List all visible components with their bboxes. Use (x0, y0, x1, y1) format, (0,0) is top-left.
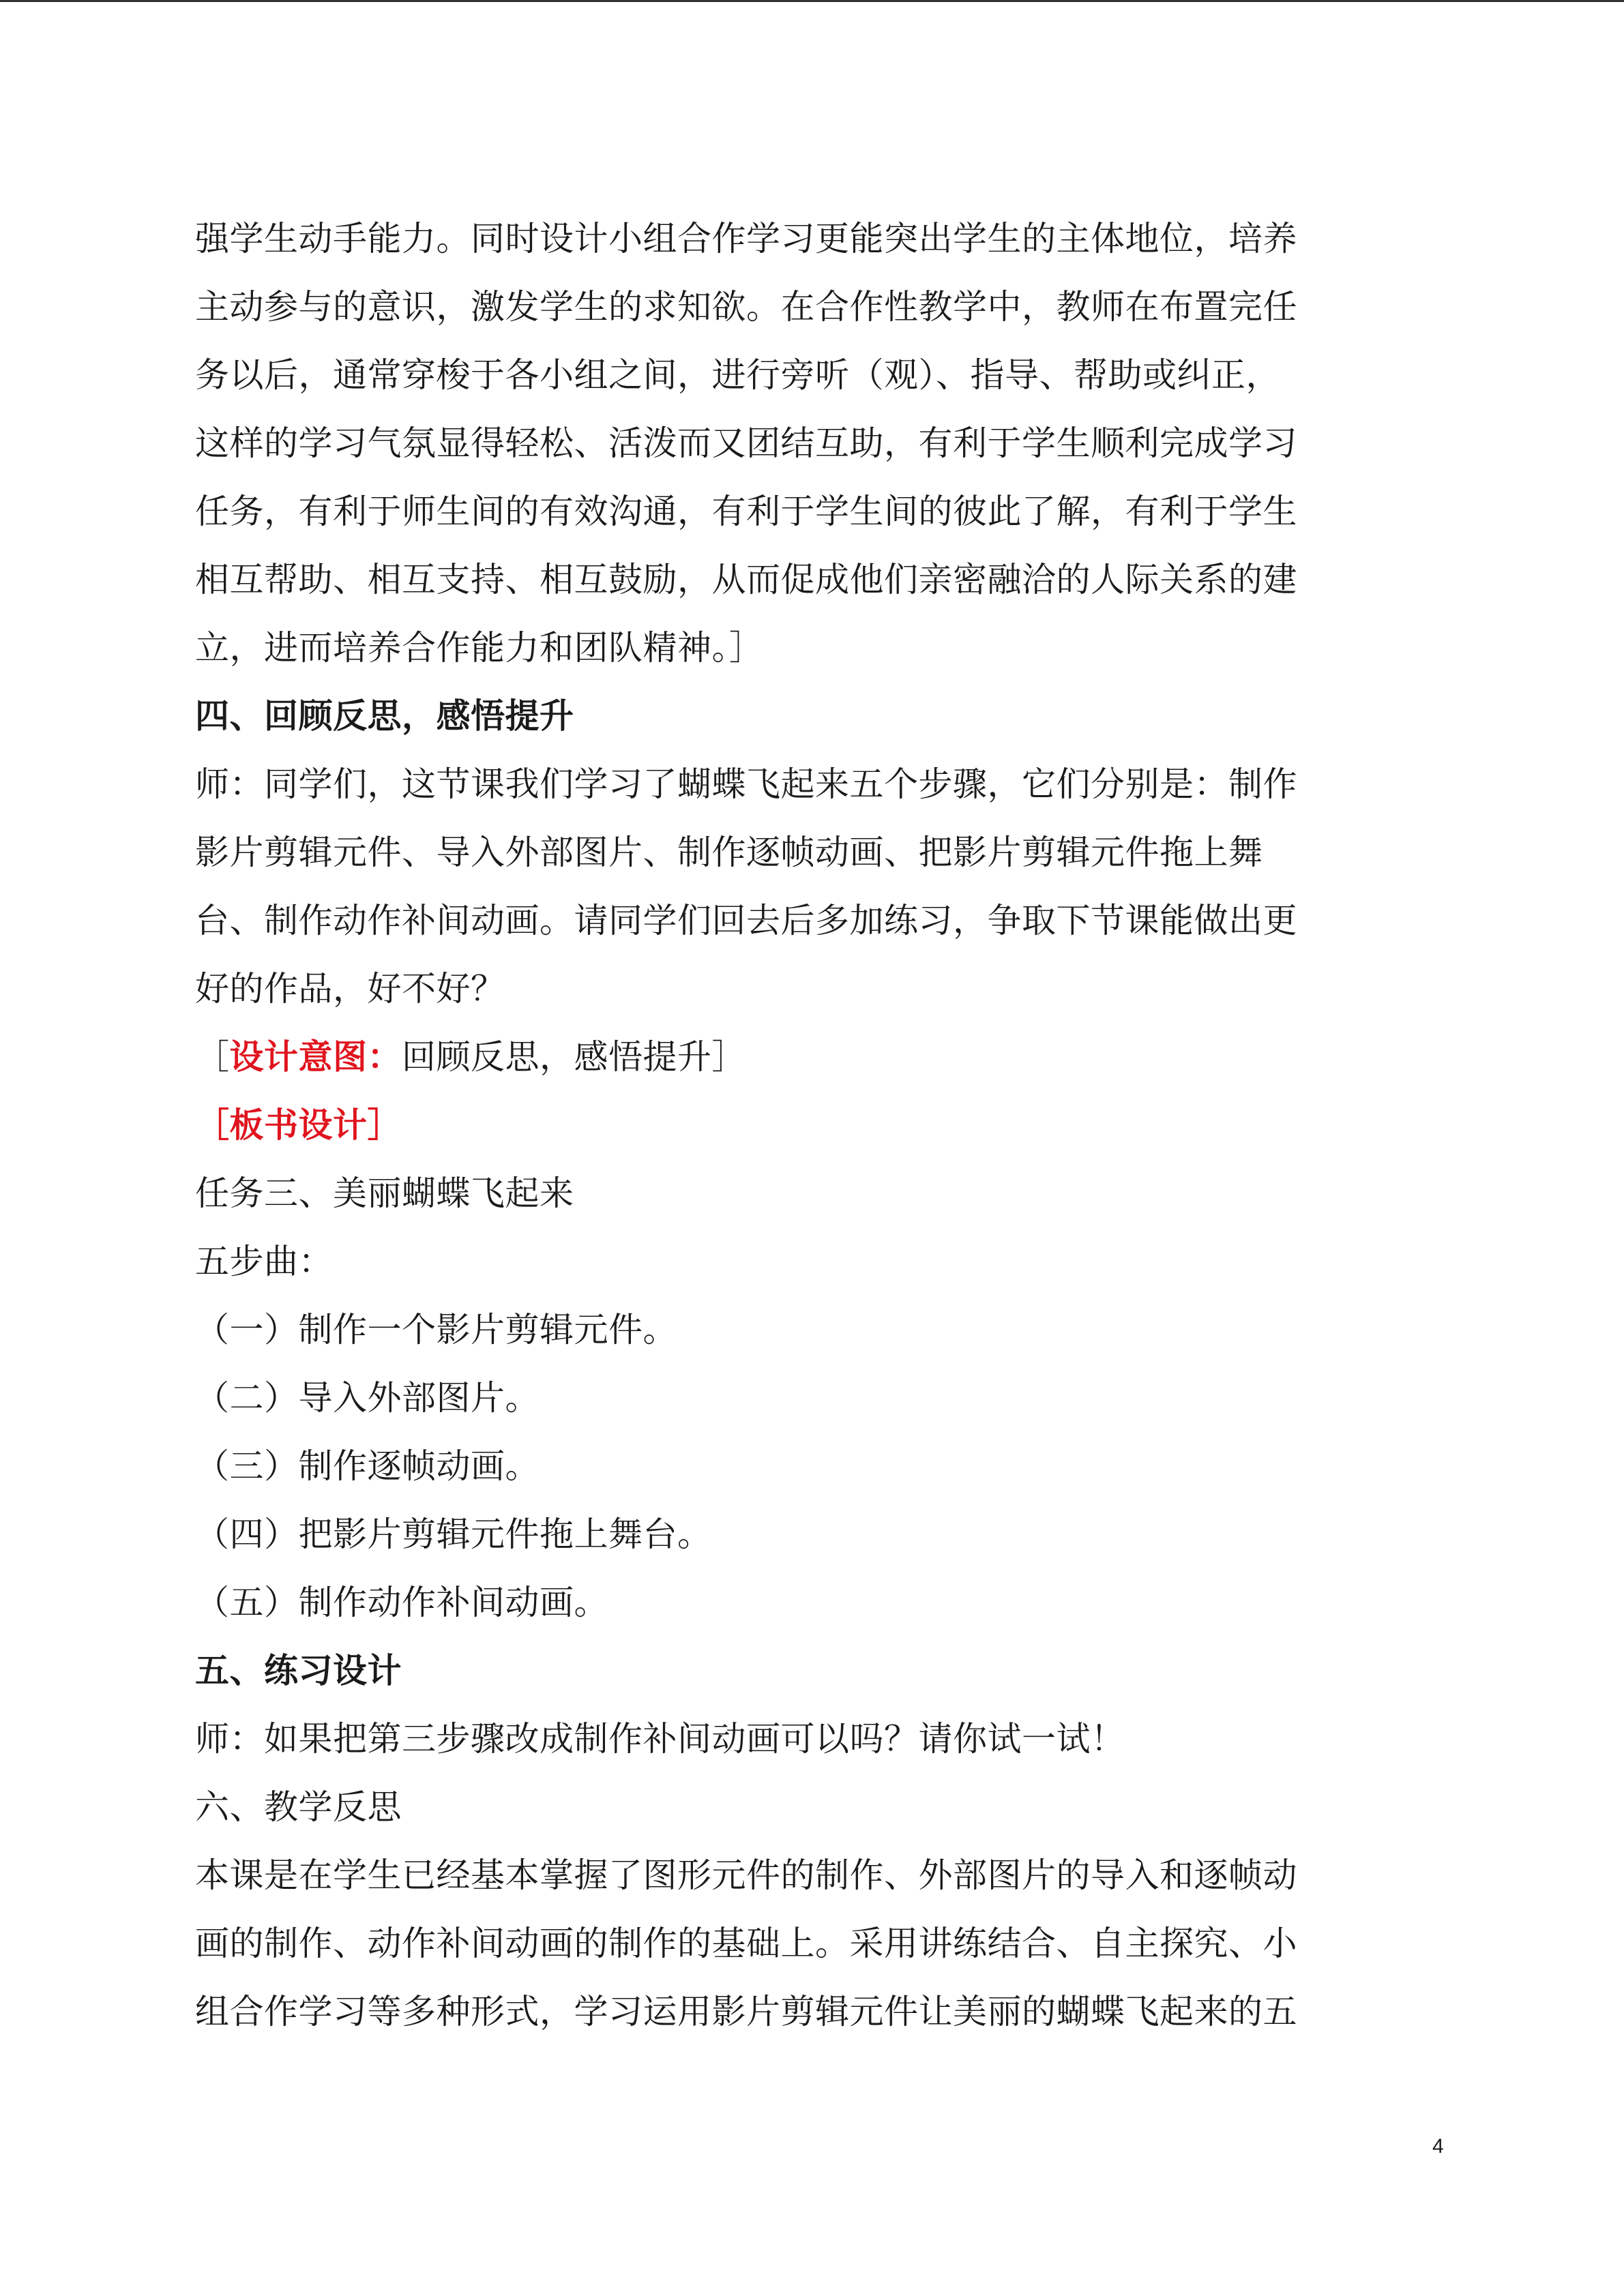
intro-line-5: 任务，有利于师生间的有效沟通，有利于学生间的彼此了解，有利于学生 (195, 492, 1297, 531)
section-four-line-4: 好的作品，好不好？ (195, 969, 505, 1009)
design-intent-label: 设计意图： (229, 1037, 402, 1077)
board-design-step-1: （一）制作一个影片剪辑元件。 (195, 1310, 677, 1350)
document-page (195, 205, 1423, 2046)
section-six-line-2: 画的制作、动作补间动画的制作的基础上。采用讲练结合、自主探究、小 (195, 1924, 1297, 1963)
design-intent-text: 回顾反思，感悟提升 (402, 1037, 712, 1077)
board-design-steps-label: 五步曲： (195, 1242, 333, 1281)
board-design-task-title: 任务三、美丽蝴蝶飞起来 (195, 1174, 574, 1213)
section-six-line-1: 本课是在学生已经基本掌握了图形元件的制作、外部图片的导入和逐帧动 (195, 1855, 1297, 1895)
section-four-line-2: 影片剪辑元件、导入外部图片、制作逐帧动画、把影片剪辑元件拖上舞 (195, 833, 1263, 872)
section-five (195, 1637, 1423, 1773)
board-design-step-2: （二）导入外部图片。 (195, 1378, 540, 1418)
section-four-heading: 四、回顾反思，感悟提升 (195, 696, 574, 736)
section-six (195, 1773, 1423, 2046)
board-design-step-5: （五）制作动作补间动画。 (195, 1583, 608, 1622)
board-design-step-4: （四）把影片剪辑元件拖上舞台。 (195, 1515, 712, 1554)
intro-line-2: 主动参与的意识，激发学生的求知欲。在合作性教学中，教师在布置完任 (195, 287, 1297, 327)
intro-line-1: 强学生动手能力。同时设计小组合作学习更能突出学生的主体地位，培养 (195, 219, 1297, 258)
board-design (195, 1091, 1423, 1637)
design-intent-close-bracket: ］ (711, 1037, 746, 1077)
page-top-border (0, 0, 1624, 2)
board-design-heading: ［板书设计］ (195, 1105, 402, 1145)
board-design-step-3: （三）制作逐帧动画。 (195, 1446, 540, 1486)
design-intent-open-bracket: ［ (195, 1037, 230, 1077)
design-intent-line (195, 1023, 1423, 1091)
section-five-heading: 五、练习设计 (195, 1650, 402, 1690)
intro-line-4: 这样的学习气氛显得轻松、活泼而又团结互助，有利于学生顺利完成学习 (195, 423, 1297, 463)
intro-paragraph (195, 205, 1423, 682)
page-number: 4 (1432, 2135, 1444, 2158)
section-six-line-3: 组合作学习等多种形式，学习运用影片剪辑元件让美丽的蝴蝶飞起来的五 (195, 1992, 1297, 2031)
intro-line-7: 立，进而培养合作能力和团队精神。］ (195, 628, 764, 668)
intro-line-6: 相互帮助、相互支持、相互鼓励，从而促成他们亲密融洽的人际关系的建 (195, 560, 1297, 599)
section-six-heading: 六、教学反思 (195, 1787, 402, 1827)
section-four (195, 682, 1423, 1091)
section-four-line-3: 台、制作动作补间动画。请同学们回去后多加练习，争取下节课能做出更 (195, 901, 1297, 940)
section-four-line-1: 师：同学们，这节课我们学习了蝴蝶飞起来五个步骤，它们分别是：制作 (195, 764, 1297, 804)
section-five-line: 师：如果把第三步骤改成制作补间动画可以吗？请你试一试！ (195, 1719, 1125, 1759)
intro-line-3: 务以后，通常穿梭于各小组之间，进行旁听（观）、指导、帮助或纠正， (195, 355, 1280, 395)
